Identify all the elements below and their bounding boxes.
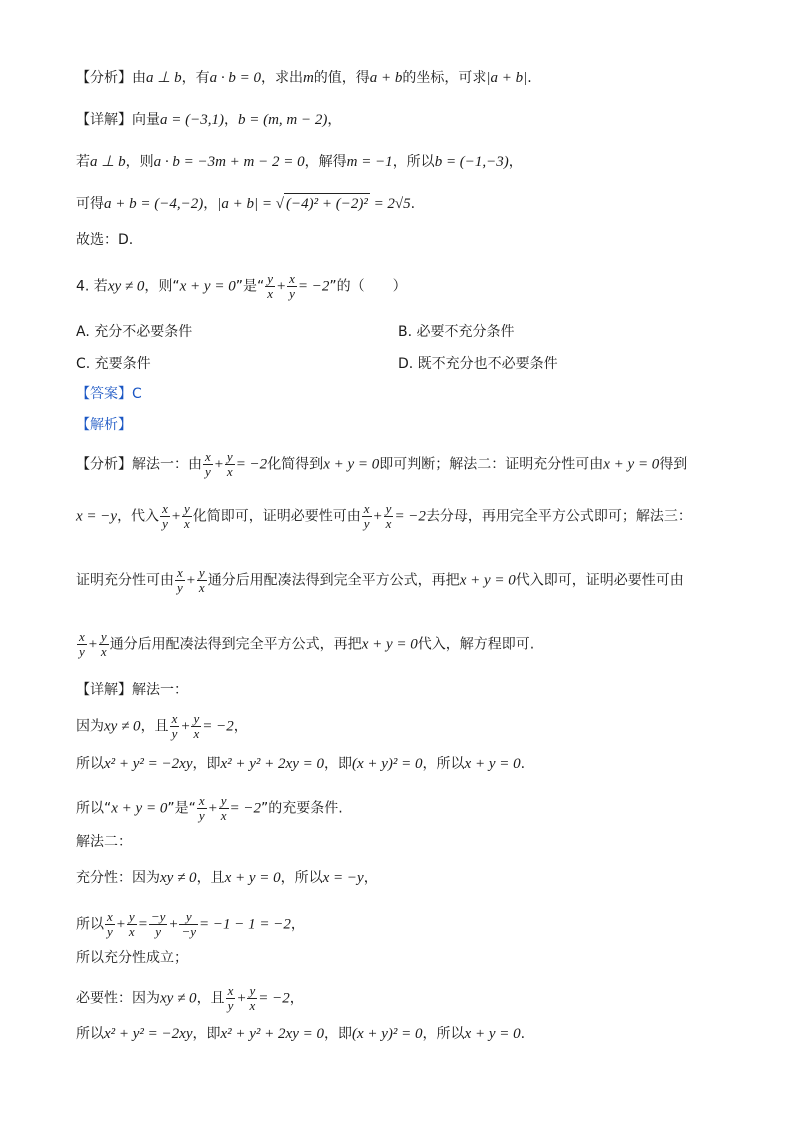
math: xy ≠ 0 <box>160 990 197 1007</box>
math: x + y = 0 <box>224 870 281 886</box>
math: = −2 <box>394 508 426 525</box>
text: 证明充分性可由 <box>76 572 174 589</box>
numerator: x <box>79 629 85 644</box>
denominator: x <box>249 998 256 1013</box>
denominator: y <box>198 808 205 823</box>
text: ， <box>289 990 304 1007</box>
numerator: −y <box>150 909 166 924</box>
fraction <box>247 984 257 1013</box>
math: x + y = 0 <box>111 800 168 817</box>
q3-analysis-line <box>76 68 532 88</box>
q4-detail-line-9 <box>76 1024 525 1044</box>
text: 化简得到 <box>267 456 324 473</box>
numerator: x <box>177 565 183 580</box>
math: (x + y)² = 0 <box>352 756 423 772</box>
fraction <box>170 712 180 741</box>
text: 充分性：因为 <box>76 870 160 886</box>
text: ，则 <box>125 154 154 170</box>
text: 必要性：因为 <box>76 990 160 1007</box>
denominator: y <box>205 464 211 479</box>
numerator: x <box>289 271 295 286</box>
math: x² + y² + 2xy = 0 <box>220 756 324 772</box>
math: = −2 <box>297 278 330 295</box>
numerator: x <box>363 501 370 516</box>
numerator: y <box>267 271 273 286</box>
text: ，有 <box>181 70 210 86</box>
fraction <box>191 712 201 741</box>
text: ”是“ <box>235 278 265 295</box>
text: ，所以 <box>392 154 435 170</box>
fraction <box>99 630 109 659</box>
math: a ⊥ b <box>146 70 182 86</box>
denominator: x <box>385 516 392 531</box>
text: . <box>527 70 532 86</box>
analysis-tag: 【分析】 <box>76 456 132 473</box>
text: ， <box>223 112 238 128</box>
numerator: x <box>162 501 168 516</box>
q4-analysis-line-4 <box>76 630 534 659</box>
q4-stem <box>76 272 407 301</box>
text: 代入，解方程即可. <box>417 636 535 653</box>
math: x + y = 0 <box>464 1026 521 1042</box>
fraction <box>225 450 235 479</box>
math: x + y = 0 <box>464 756 521 772</box>
denominator: y <box>162 516 168 531</box>
denominator: y <box>155 924 161 939</box>
numerator: x <box>198 793 205 808</box>
math: x² + y² = −2xy <box>104 1026 193 1042</box>
sqrt-radicand: (−4)² + (−2)² <box>284 193 370 214</box>
denominator: x <box>100 644 107 659</box>
text: ”是“ <box>167 800 196 817</box>
numerator: y <box>198 565 205 580</box>
math: x + y = 0 <box>603 456 660 473</box>
text: ，则“ <box>144 278 180 295</box>
math: + <box>168 916 179 933</box>
text: 可得 <box>76 196 104 212</box>
q4-detail-line-3 <box>76 794 343 823</box>
fraction <box>287 272 297 301</box>
denominator: y <box>107 924 113 939</box>
denominator: y <box>177 580 183 595</box>
numerator: y <box>220 793 227 808</box>
math: m = −1 <box>346 154 393 170</box>
jiexi-heading: 【解析】 <box>76 417 132 433</box>
math: |a + b| = <box>217 196 276 212</box>
option-a: A. 充分不必要条件 <box>76 324 193 340</box>
math: a + b <box>369 70 403 86</box>
q4-detail-heading: 【详解】解法一： <box>76 682 188 698</box>
answer-line: 【答案】C <box>76 386 142 402</box>
text: ”的充要条件. <box>261 800 343 817</box>
math: + <box>207 800 218 817</box>
numerator: x <box>205 449 211 464</box>
text: ，即 <box>192 1026 221 1042</box>
math: = −2 <box>235 456 268 473</box>
text: 解法一：由 <box>132 456 202 473</box>
fraction <box>160 502 170 531</box>
math: x + y = 0 <box>361 636 418 653</box>
math: x + y = 0 <box>323 456 380 473</box>
numerator: x <box>171 711 178 726</box>
text: 代入即可，证明必要性可由 <box>515 572 684 589</box>
text: . <box>520 1026 526 1042</box>
text: 通分后用配凑法得到完全平方公式，再把 <box>109 636 362 653</box>
math: b = (m, m − 2) <box>237 112 328 128</box>
q4-detail-line-7: 所以充分性成立； <box>76 950 188 966</box>
denominator: y <box>227 998 234 1013</box>
numerator: y <box>193 711 200 726</box>
text: 得到 <box>659 456 688 473</box>
denominator: −y <box>181 924 197 939</box>
numerator: y <box>128 909 135 924</box>
math: x = −y <box>322 870 364 886</box>
text: 由 <box>132 70 146 86</box>
math: + <box>180 718 191 735</box>
math: + <box>170 508 181 525</box>
text: ，求出 <box>260 70 303 86</box>
denominator: x <box>198 580 205 595</box>
text: ， <box>203 196 218 212</box>
q4-detail-line-6 <box>76 910 305 939</box>
q4-analysis-line-2 <box>76 502 692 531</box>
option-b: B. 必要不充分条件 <box>398 324 515 340</box>
fraction <box>105 910 115 939</box>
text: ， <box>327 112 342 128</box>
text: ， <box>508 154 523 170</box>
text: ，代入 <box>117 508 160 525</box>
denominator: x <box>226 464 233 479</box>
text: 的值，得 <box>313 70 370 86</box>
q3-line-3 <box>76 152 523 172</box>
math: x² + y² + 2xy = 0 <box>220 1026 324 1042</box>
fraction <box>384 502 394 531</box>
text: 4. 若 <box>76 278 108 295</box>
fraction <box>197 566 207 595</box>
denominator: x <box>220 808 227 823</box>
q4-detail-line-2 <box>76 754 525 774</box>
text: . <box>410 196 416 212</box>
denominator: y <box>171 726 178 741</box>
text: ，即 <box>324 1026 352 1042</box>
denominator: x <box>267 286 273 301</box>
math: + <box>87 636 98 653</box>
fraction <box>149 910 168 939</box>
text: 化简即可，证明必要性可由 <box>192 508 361 525</box>
fraction <box>226 984 236 1013</box>
math: xy ≠ 0 <box>160 870 197 886</box>
math: + <box>185 572 196 589</box>
q4-detail-line-1 <box>76 712 248 741</box>
math: + <box>213 456 224 473</box>
math: = −2 <box>202 718 234 735</box>
q4-detail-line-8 <box>76 984 304 1013</box>
math: + <box>372 508 383 525</box>
fraction <box>175 566 185 595</box>
text: ，且 <box>140 718 169 735</box>
text: 因为 <box>76 718 104 735</box>
numerator: y <box>179 910 198 925</box>
denominator: y <box>363 516 370 531</box>
text: 的坐标，可求 <box>402 70 487 86</box>
math: a = (−3,1) <box>160 112 224 128</box>
math: x = −y <box>76 508 118 525</box>
math: a + b = (−4,−2) <box>104 196 204 212</box>
text: ”的（ ） <box>329 278 407 295</box>
text: ，解得 <box>304 154 347 170</box>
sqrt-sign: √ <box>275 196 284 212</box>
math: + <box>276 278 287 295</box>
text: . <box>520 756 526 772</box>
math: = −2 <box>229 800 262 817</box>
math: (x + y)² = 0 <box>352 1026 423 1042</box>
option-c: C. 充要条件 <box>76 356 151 372</box>
numerator: y <box>385 501 392 516</box>
detail-tag: 【详解】 <box>76 112 132 128</box>
text: 所以“ <box>76 800 112 817</box>
text: 所以 <box>76 916 104 933</box>
text: 即可判断；解法二：证明充分性可由 <box>379 456 604 473</box>
analysis-tag: 【分析】 <box>76 70 132 86</box>
math: = −2 <box>258 990 290 1007</box>
denominator: y <box>79 644 85 659</box>
math: m <box>302 70 314 86</box>
numerator: y <box>100 629 107 644</box>
q4-method2-heading: 解法二： <box>76 834 132 850</box>
text: 若 <box>76 154 90 170</box>
text: ，即 <box>324 756 352 772</box>
math: a · b = −3m + m − 2 = 0 <box>153 154 305 170</box>
text: 所以 <box>76 756 104 772</box>
text: 去分母，再用完全平方公式即可；解法三： <box>425 508 692 525</box>
fraction <box>77 630 87 659</box>
numerator: y <box>226 449 233 464</box>
numerator: y <box>183 501 190 516</box>
fraction <box>182 502 192 531</box>
math: x² + y² = −2xy <box>104 756 193 772</box>
text: ，所以 <box>422 1026 465 1042</box>
numerator: y <box>249 983 256 998</box>
text: 所以 <box>76 1026 104 1042</box>
math: |a + b| <box>486 70 528 86</box>
text: ， <box>363 870 378 886</box>
denominator: y <box>289 286 295 301</box>
text: ，所以 <box>422 756 465 772</box>
text: ，即 <box>192 756 221 772</box>
q3-line-4 <box>76 193 415 214</box>
math: b = (−1,−3) <box>434 154 509 170</box>
text: ，且 <box>196 990 225 1007</box>
text: 向量 <box>132 112 160 128</box>
math: x + y = 0 <box>459 572 516 589</box>
denominator: x <box>128 924 135 939</box>
fraction <box>127 910 137 939</box>
fraction <box>265 272 275 301</box>
text: 通分后用配凑法得到完全平方公式，再把 <box>207 572 460 589</box>
q3-choice: 故选：D. <box>76 232 134 248</box>
math: xy ≠ 0 <box>107 278 145 295</box>
q4-analysis-line-1 <box>76 450 687 479</box>
math: = <box>137 916 148 933</box>
math: + <box>115 916 126 933</box>
fraction <box>197 794 207 823</box>
q3-detail-line <box>76 110 341 130</box>
math: = −1 − 1 = −2 <box>199 916 291 933</box>
fraction <box>203 450 213 479</box>
math: a · b = 0 <box>209 70 261 86</box>
fraction <box>219 794 229 823</box>
option-d: D. 既不充分也不必要条件 <box>398 356 558 372</box>
numerator: x <box>227 983 234 998</box>
math: a ⊥ b <box>90 154 126 170</box>
fraction <box>362 502 372 531</box>
math: xy ≠ 0 <box>104 718 141 735</box>
text: ，所以 <box>280 870 323 886</box>
q4-analysis-line-3 <box>76 566 684 595</box>
math: = 2√5 <box>369 196 411 212</box>
denominator: x <box>183 516 190 531</box>
text: ， <box>290 916 305 933</box>
math: + <box>236 990 247 1007</box>
text: ， <box>233 718 248 735</box>
q4-detail-line-5 <box>76 868 378 888</box>
numerator: x <box>107 909 113 924</box>
denominator: x <box>193 726 200 741</box>
text: ，且 <box>196 870 225 886</box>
fraction <box>179 910 198 939</box>
math: x + y = 0 <box>179 278 236 295</box>
